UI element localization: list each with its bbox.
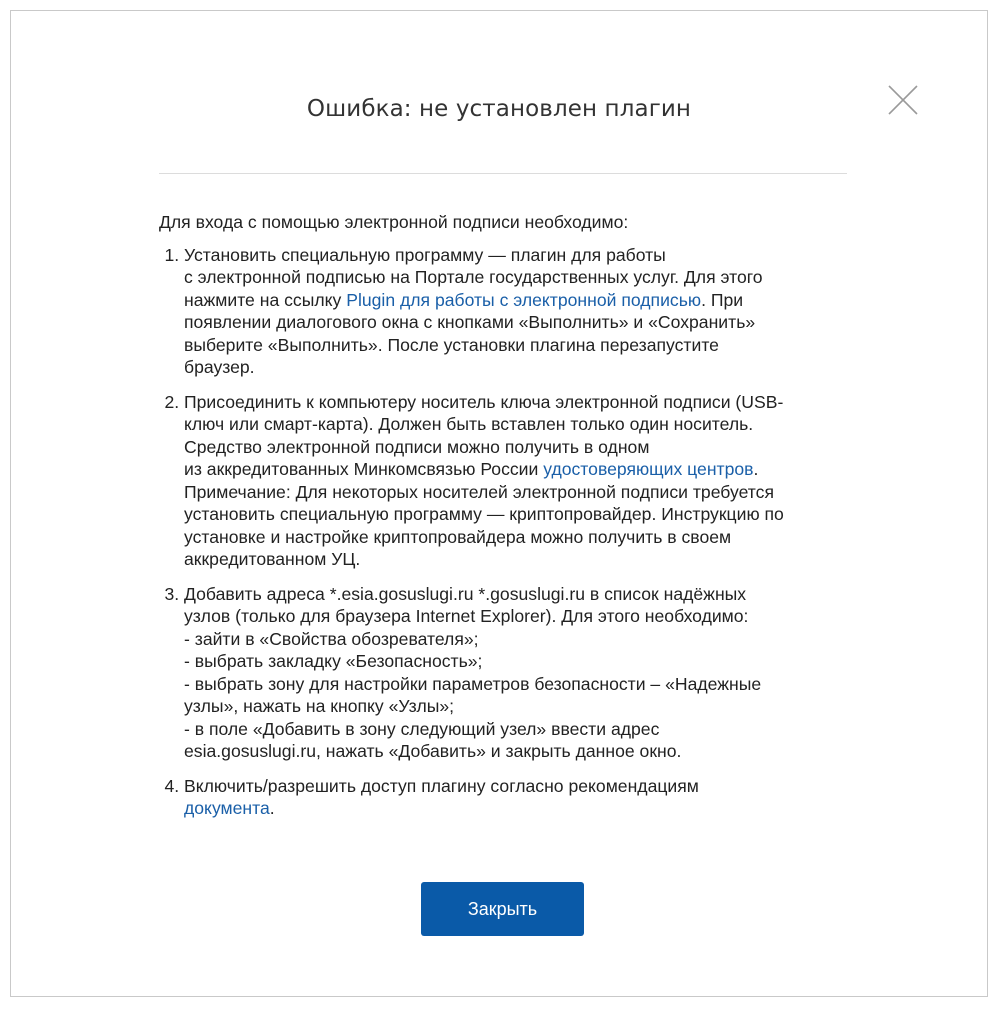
step-4-link-suffix: . [269, 798, 275, 818]
document-link[interactable]: документа [184, 798, 270, 818]
step-1 [184, 244, 859, 379]
step-1-link-prefix: нажмите на ссылку [184, 289, 347, 310]
step-2-line: ключ или смарт-карта). Должен быть вставлен только один носитель. [184, 414, 754, 434]
step-2-line: Средство электронной подписи можно получить в одном [184, 436, 650, 457]
step-3-line: 3. Добавить адреса *.esia.gosuslugi.ru *.gosuslugi.ru в список надёжных [184, 583, 747, 604]
step-2-link-line [184, 458, 859, 481]
step-1-link-suffix: . При [701, 289, 744, 310]
step-3-line: esia.gosuslugi.ru, нажать «Добавить» и закрыть данное окно. [184, 741, 682, 761]
step-2-link-prefix: из аккредитованных Минкомсвязью России [184, 459, 544, 479]
step-4 [184, 775, 859, 820]
step-3-line: - зайти в «Свойства обозревателя»; [184, 628, 479, 649]
plugin-download-link[interactable]: Plugin для работы с электронной подписью [346, 289, 702, 310]
step-2 [184, 391, 859, 571]
step-3-line: - выбрать закладку «Безопасность»; [184, 651, 483, 671]
steps-list [159, 244, 859, 820]
step-1-line: с электронной подписью на Портале государственных услуг. Для этого [184, 267, 763, 287]
step-2-line: 2. Присоединить к компьютеру носитель ключа электронной подписи (USB- [184, 391, 784, 412]
intro-text: Для входа с помощью электронной подписи необходимо: [159, 212, 629, 232]
step-3-line: узлов (только для браузера Internet Explorer). Для этого необходимо: [184, 606, 749, 626]
instructions [159, 211, 859, 832]
close-button[interactable]: Закрыть [421, 882, 584, 936]
step-1-link-line [184, 289, 859, 312]
step-4-line: 4. Включить/разрешить доступ плагину согласно рекомендациям [184, 775, 699, 796]
close-icon[interactable] [886, 83, 920, 117]
step-2-line: Примечание: Для некоторых носителей электронной подписи требуется [184, 481, 774, 502]
step-3 [184, 583, 859, 763]
step-1-line: браузер. [184, 357, 255, 377]
step-1-line: выберите «Выполнить». После установки плагина перезапустите [184, 334, 719, 355]
step-3-line: узлы», нажать на кнопку «Узлы»; [184, 696, 455, 716]
dialog-title: Ошибка: не установлен плагин [306, 96, 692, 122]
step-1-line: появлении диалогового окна с кнопками «Выполнить» и «Сохранить» [184, 312, 756, 332]
step-2-line: установить специальную программу — криптопровайдер. Инструкцию по [184, 504, 784, 524]
step-3-line: - выбрать зону для настройки параметров безопасности – «Надежные [184, 673, 762, 694]
step-3-line: - в поле «Добавить в зону следующий узел» ввести адрес [184, 718, 660, 739]
step-2-link-suffix: . [753, 459, 759, 479]
title-divider [159, 173, 847, 174]
certification-centers-link[interactable]: удостоверяющих центров [543, 459, 754, 479]
step-1-line: 1. Установить специальную программу — плагин для работы [184, 244, 666, 265]
step-4-link-line [184, 797, 859, 820]
plugin-error-dialog [10, 10, 988, 997]
step-2-line: установке и настройке криптопровайдера можно получить в своем [184, 526, 732, 547]
step-2-line: аккредитованном УЦ. [184, 549, 361, 569]
